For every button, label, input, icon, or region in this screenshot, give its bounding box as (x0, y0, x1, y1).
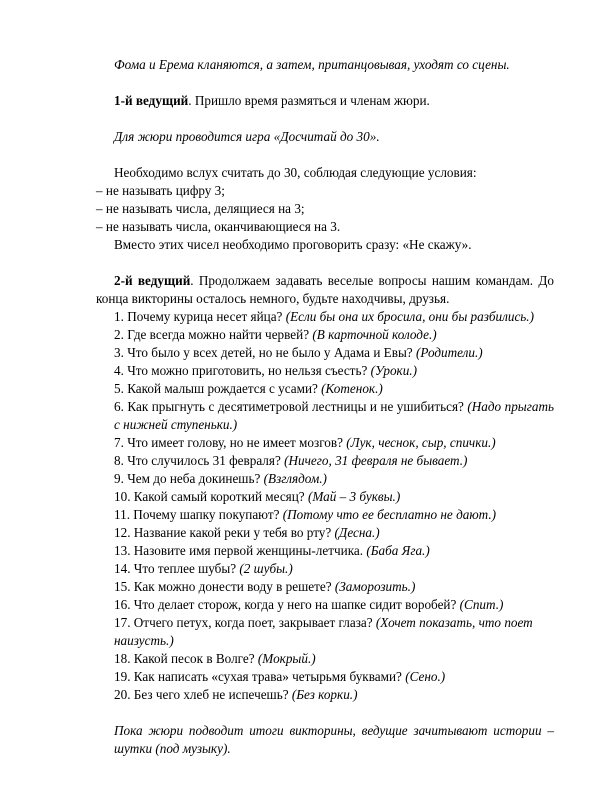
question-item (114, 434, 554, 452)
answer-text: (Хочет показать, что поет наизусть.) (114, 615, 533, 648)
question-item (114, 398, 554, 434)
question-text: 12. Название какой реки у тебя во рту? (114, 525, 332, 540)
question-item (114, 488, 554, 506)
question-text: 19. Как написать «сухая трава» четырьмя буквами? (114, 669, 402, 684)
question-item (114, 506, 554, 524)
spacer (114, 110, 554, 128)
question-text: 6. Как прыгнуть с десятиметровой лестницы и не ушибиться? (114, 399, 464, 414)
question-item (114, 578, 554, 596)
answer-text: (Баба Яга.) (366, 543, 430, 558)
question-item (114, 344, 554, 362)
answer-text: (Если бы она их бросила, они бы разбились.) (285, 309, 534, 324)
answer-text: (Взглядом.) (263, 471, 327, 486)
question-text: 14. Что теплее шубы? (114, 561, 237, 576)
answer-text: (Заморозить.) (334, 579, 416, 594)
question-item (114, 380, 554, 398)
host2-text: . Продолжаем задавать веселые вопросы нашим командам. До конца викторины осталось немного, будьте находчивы, друзья. (96, 273, 554, 306)
answer-text: (Потому что ее бесплатно не дают.) (282, 507, 497, 522)
question-item (114, 560, 554, 578)
answer-text: (Уроки.) (370, 363, 417, 378)
question-text: 4. Что можно приготовить, но нельзя съесть? (114, 363, 368, 378)
question-item (114, 326, 554, 344)
rule-item: – не называть числа, делящиеся на 3; (96, 201, 305, 216)
answer-text: (Май – 3 буквы.) (307, 489, 401, 504)
spacer (114, 704, 554, 722)
question-text: 3. Что было у всех детей, но не было у Адама и Евы? (114, 345, 413, 360)
host2-paragraph (96, 272, 554, 308)
question-text: 5. Какой малыш рождается с усами? (114, 381, 318, 396)
answer-text: (2 шубы.) (239, 561, 293, 576)
answer-text: (Ничего, 31 февраля не бывает.) (284, 453, 468, 468)
question-text: 16. Что делает сторож, когда у него на шапке сидит воробей? (114, 597, 457, 612)
question-item (114, 686, 554, 704)
rule-item: – не называть цифру 3; (96, 183, 225, 198)
question-text: 17. Отчего петух, когда поет, закрывает глаза? (114, 615, 373, 630)
question-text: 2. Где всегда можно найти червей? (114, 327, 310, 342)
answer-text: (Десна.) (334, 525, 380, 540)
document-page (96, 56, 554, 758)
question-item (114, 542, 554, 560)
answer-text: (Без корки.) (291, 687, 358, 702)
answer-text: (В карточной колоде.) (312, 327, 437, 342)
question-item (114, 524, 554, 542)
question-item (114, 308, 554, 326)
rules-outro: Вместо этих чисел необходимо проговорить сразу: «Не скажу». (114, 237, 472, 252)
answer-text: (Надо прыгать с нижней ступеньки.) (114, 399, 554, 432)
answer-text: (Лук, чеснок, сыр, спички.) (346, 435, 496, 450)
question-text: 8. Что случилось 31 февраля? (114, 453, 281, 468)
question-item (114, 452, 554, 470)
question-item (114, 668, 554, 686)
question-text: 13. Назовите имя первой женщины-летчика. (114, 543, 364, 558)
question-item (114, 650, 554, 668)
question-item (114, 362, 554, 380)
rule-item: – не называть числа, оканчивающиеся на 3. (96, 219, 341, 234)
answer-text: (Родители.) (415, 345, 483, 360)
answer-text: (Котенок.) (321, 381, 383, 396)
answer-text: (Мокрый.) (257, 651, 316, 666)
question-text: 20. Без чего хлеб не испечешь? (114, 687, 289, 702)
spacer (114, 74, 554, 92)
closing-stage-direction: Пока жюри подводит итоги викторины, ведущие зачитывают истории – шутки (под музыку). (114, 723, 554, 756)
answer-text: (Сено.) (405, 669, 446, 684)
question-text: 7. Что имеет голову, но не имеет мозгов? (114, 435, 343, 450)
question-text: 11. Почему шапку покупают? (114, 507, 280, 522)
host1-text: . Пришло время размяться и членам жюри. (188, 93, 430, 108)
question-item (114, 470, 554, 488)
question-item (114, 614, 554, 650)
host1-paragraph (114, 92, 554, 110)
stage-direction-intro: Фома и Ерема кланяются, а затем, пританцовывая, уходят со сцены. (114, 57, 510, 72)
spacer (114, 146, 554, 164)
question-list (114, 308, 554, 704)
question-text: 9. Чем до неба докинешь? (114, 471, 261, 486)
rules-intro: Необходимо вслух считать до 30, соблюдая следующие условия: (114, 165, 477, 180)
question-text: 18. Какой песок в Волге? (114, 651, 255, 666)
question-text: 10. Какой самый короткий месяц? (114, 489, 305, 504)
question-item (114, 596, 554, 614)
host1-label: 1-й ведущий (114, 93, 189, 108)
jury-game-title: Для жюри проводится игра «Досчитай до 30». (114, 129, 380, 144)
answer-text: (Спит.) (459, 597, 504, 612)
question-text: 15. Как можно донести воду в решете? (114, 579, 332, 594)
host2-label: 2-й ведущий (114, 273, 191, 288)
spacer (114, 254, 554, 272)
question-text: 1. Почему курица несет яйца? (114, 309, 283, 324)
